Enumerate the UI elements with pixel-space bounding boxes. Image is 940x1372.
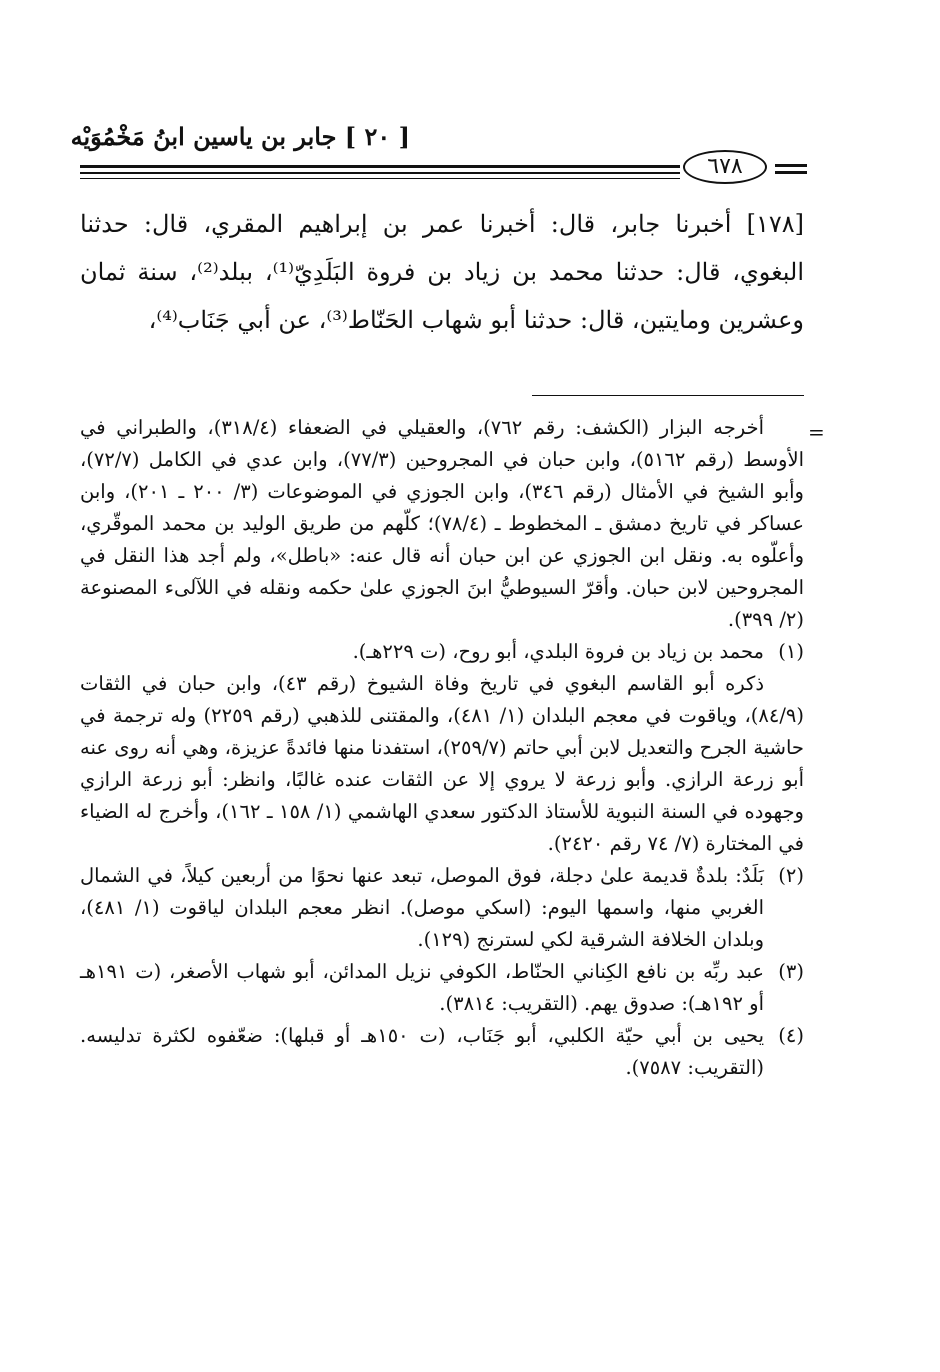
footnote-3: [80, 956, 804, 1020]
hadith-paragraph: [١٧٨] أخبرنا جابر، قال: أخبرنا عمر بن إبراهيم المقري، قال: حدثنا البغوي، قال: حدثنا محمد بن زياد بن فروة البَلَدِيّ⁽¹⁾، ببلد⁽²⁾، سنة ثمان وعشرين ومايتين، قال: حدثنا أبو شهاب الحَنّاط⁽³⁾، عن أبي جَنَاب⁽⁴⁾،: [80, 210, 804, 334]
footnote-text: يحيى بن أبي حيّة الكلبي، أبو جَنَاب، (ت ١٥٠هـ أو قبلها): ضعّفوه لكثرة تدليسه. (التقريب: ٧٥٨٧).: [80, 1024, 764, 1079]
footnote-1: [80, 636, 804, 668]
page-number: ٦٧٨: [683, 150, 767, 184]
page-number-ornament: [775, 171, 807, 174]
header-rule: [80, 172, 680, 174]
continuation-marker: =: [808, 420, 825, 444]
footnote-1-extra: ذكره أبو القاسم البغوي في تاريخ وفاة الشيوخ (رقم ٤٣)، وابن حبان في الثقات (٨٤/٩)، وياقوت في معجم البلدان (١/ ٤٨١)، والمقتنى للذهبي (رقم ٢٢٥٩) وله ترجمة في حاشية الجرح والتعديل لابن أبي حاتم (٢٥٩/٧)، استفدنا منها فائدةً عزيزة، وهي أنه روى عنه أبو زرعة الرازي. وأبو زرعة لا يروي إلا عن الثقات عنده غالبًا، وانظر: أبو زرعة الرازي وجهوده في السنة النبوية للأستاذ الدكتور سعدي الهاشمي (١/ ١٥٨ ـ ١٦٢)، وأخرج له الضياء في المختارة (٧/ ٧٤ رقم ٢٤٢٠).: [80, 672, 804, 855]
main-text: [80, 200, 804, 344]
header-rule: [80, 165, 680, 168]
footnotes: [80, 412, 804, 1084]
footnote-text: بَلَدٌ: بلدةٌ قديمة علىٰ دجلة، فوق الموصل، تبعد عنها نحوًا من أربعين كيلاً، في الشمال الغربي منها، واسمها اليوم: (اسكي موصل). انظر معجم البلدان لياقوت (١/ ٤٨١)، وبلدان الخلافة الشرقية لكي لسترنج (١٢٩).: [80, 864, 764, 951]
footnote-text: عبد ربِّه بن نافع الكِناني الحنّاط، الكوفي نزيل المدائن، أبو شهاب الأصغر، (ت ١٩١هـ أو ١٩٢هـ): صدوق يهم. (التقريب: ٣٨١٤).: [80, 960, 764, 1015]
footnote-text: محمد بن زياد بن فروة البلدي، أبو روح، (ت ٢٢٩هـ).: [352, 640, 764, 663]
header-rule: [80, 178, 680, 179]
footnote-4: [80, 1020, 804, 1084]
footnote-separator: [532, 395, 804, 396]
footnote-continuation: أخرجه البزار (الكشف: رقم ٧٦٢)، والعقيلي في الضعفاء (٣١٨/٤)، والطبراني في الأوسط (رقم ٥١٦٢)، وابن حبان في المجروحين (٧٧/٣)، وابن عدي في الكامل (٧٢/٧)، وأبو الشيخ في الأمثال (رقم ٣٤٦)، وابن الجوزي في الموضوعات (٣/ ٢٠٠ ـ ٢٠١)، وابن عساكر في تاريخ دمشق ـ المخطوط ـ (٧٨/٤)؛ كلّهم من طريق الوليد بن محمد الموقّري، وأعلّوه به. ونقل ابن الجوزي عن ابن حبان أنه قال عنه: «باطل»، ولم أجد هذا النقل في المجروحين لابن حبان. وأقرّ السيوطيُّ ابنَ الجوزي علىٰ حكمه ونقله في اللآلىء المصنوعة (٢/ ٣٩٩).: [80, 416, 804, 631]
page-number-ornament: [775, 164, 807, 167]
footnote-number: (٤): [778, 1024, 804, 1047]
running-header-title: [ ٢٠ ] جابر بن ياسين ابنُ مَخْمُوَيْه: [70, 122, 410, 151]
footnote-2: [80, 860, 804, 956]
footnote-number: (١): [778, 640, 804, 663]
footnote-number: (٢): [778, 864, 804, 887]
footnote-number: (٣): [778, 960, 804, 983]
